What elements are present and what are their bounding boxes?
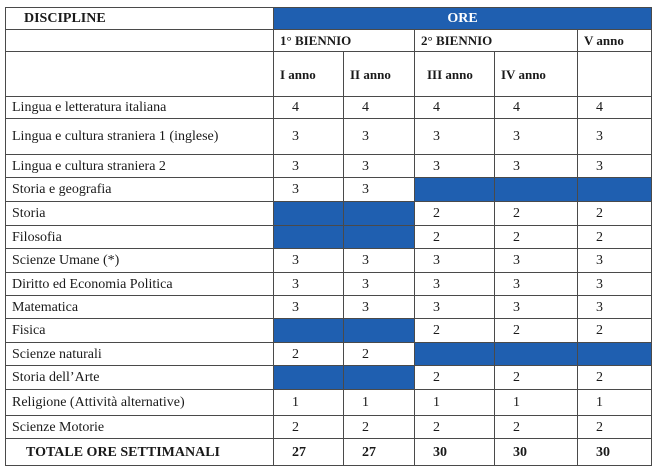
subject-name: Matematica xyxy=(6,296,274,319)
not-taught-cell xyxy=(415,178,495,202)
total-year-1: 27 xyxy=(274,439,344,466)
hours-cell: 3 xyxy=(578,155,652,178)
hours-cell: 4 xyxy=(344,97,415,119)
subject-name: Lingua e cultura straniera 2 xyxy=(6,155,274,178)
hours-cell: 3 xyxy=(344,119,415,155)
hours-cell: 1 xyxy=(344,390,415,416)
hours-cell: 2 xyxy=(415,226,495,249)
subject-name: Storia dell’Arte xyxy=(6,366,274,390)
not-taught-cell xyxy=(344,366,415,390)
not-taught-cell xyxy=(495,178,578,202)
table-row xyxy=(6,202,652,226)
subject-name: Fisica xyxy=(6,319,274,343)
table-row xyxy=(6,366,652,390)
hours-cell: 2 xyxy=(344,343,415,366)
subject-rows xyxy=(6,97,652,439)
table-row xyxy=(6,296,652,319)
table-row xyxy=(6,178,652,202)
hours-cell: 2 xyxy=(274,416,344,439)
hours-cell: 3 xyxy=(415,249,495,273)
hours-cell: 3 xyxy=(495,296,578,319)
not-taught-cell xyxy=(274,366,344,390)
hours-cell: 3 xyxy=(495,249,578,273)
total-year-4: 30 xyxy=(495,439,578,466)
hours-cell: 1 xyxy=(495,390,578,416)
hours-cell: 3 xyxy=(578,119,652,155)
hours-cell: 3 xyxy=(274,249,344,273)
hours-cell: 1 xyxy=(415,390,495,416)
hours-cell: 2 xyxy=(578,366,652,390)
hours-cell: 3 xyxy=(344,273,415,296)
hours-cell: 3 xyxy=(578,273,652,296)
hours-cell: 3 xyxy=(495,155,578,178)
table-row xyxy=(6,319,652,343)
hours-header: ORE xyxy=(274,8,652,30)
hours-cell: 2 xyxy=(274,343,344,366)
not-taught-cell xyxy=(344,319,415,343)
table-row xyxy=(6,273,652,296)
year-1-header: I anno xyxy=(274,52,344,97)
not-taught-cell xyxy=(578,343,652,366)
hours-cell: 4 xyxy=(274,97,344,119)
hours-cell: 3 xyxy=(274,273,344,296)
not-taught-cell xyxy=(274,226,344,249)
hours-cell: 2 xyxy=(578,319,652,343)
hours-cell: 3 xyxy=(344,296,415,319)
hours-cell: 2 xyxy=(415,416,495,439)
not-taught-cell xyxy=(495,343,578,366)
subject-name: Scienze naturali xyxy=(6,343,274,366)
table-row xyxy=(6,119,652,155)
table-row xyxy=(6,97,652,119)
hours-cell: 2 xyxy=(495,416,578,439)
hours-cell: 1 xyxy=(578,390,652,416)
group-fifth-year: V anno xyxy=(578,30,652,52)
total-year-3: 30 xyxy=(415,439,495,466)
hours-cell: 2 xyxy=(415,202,495,226)
hours-cell: 2 xyxy=(415,319,495,343)
hours-cell: 3 xyxy=(415,119,495,155)
subject-name: Storia e geografia xyxy=(6,178,274,202)
table-row xyxy=(6,343,652,366)
year-3-header: III anno xyxy=(415,52,495,97)
hours-cell: 3 xyxy=(274,119,344,155)
table-row xyxy=(6,249,652,273)
hours-cell: 3 xyxy=(495,119,578,155)
hours-cell: 3 xyxy=(415,273,495,296)
hours-cell: 3 xyxy=(344,249,415,273)
hours-cell: 3 xyxy=(415,296,495,319)
subject-name: Lingua e cultura straniera 1 (inglese) xyxy=(6,119,274,155)
total-year-5: 30 xyxy=(578,439,652,466)
hours-cell: 2 xyxy=(495,366,578,390)
hours-table xyxy=(5,7,652,466)
hours-cell: 1 xyxy=(274,390,344,416)
disciplines-header: DISCIPLINE xyxy=(6,8,274,30)
year-4-header: IV anno xyxy=(495,52,578,97)
hours-cell: 2 xyxy=(578,202,652,226)
subject-name: Religione (Attività alternative) xyxy=(6,390,274,416)
total-year-2: 27 xyxy=(344,439,415,466)
hours-cell: 2 xyxy=(495,202,578,226)
hours-cell: 2 xyxy=(495,319,578,343)
hours-cell: 3 xyxy=(578,249,652,273)
subject-name: Storia xyxy=(6,202,274,226)
hours-cell: 2 xyxy=(495,226,578,249)
hours-cell: 3 xyxy=(415,155,495,178)
year-5-header-spacer xyxy=(578,52,652,97)
hours-cell: 2 xyxy=(578,226,652,249)
total-label: TOTALE ORE SETTIMANALI xyxy=(6,439,274,466)
hours-cell: 3 xyxy=(344,155,415,178)
hours-cell: 3 xyxy=(274,296,344,319)
not-taught-cell xyxy=(274,202,344,226)
subject-name: Scienze Motorie xyxy=(6,416,274,439)
subject-name: Scienze Umane (*) xyxy=(6,249,274,273)
subject-name: Lingua e letteratura italiana xyxy=(6,97,274,119)
subject-name: Diritto ed Economia Politica xyxy=(6,273,274,296)
hours-cell: 4 xyxy=(495,97,578,119)
table-row xyxy=(6,390,652,416)
hours-cell: 4 xyxy=(415,97,495,119)
hours-cell: 3 xyxy=(495,273,578,296)
not-taught-cell xyxy=(274,319,344,343)
year-2-header: II anno xyxy=(344,52,415,97)
hours-cell: 3 xyxy=(274,155,344,178)
subject-name: Filosofia xyxy=(6,226,274,249)
not-taught-cell xyxy=(578,178,652,202)
table-row xyxy=(6,155,652,178)
table-row xyxy=(6,226,652,249)
table-row xyxy=(6,416,652,439)
header-spacer xyxy=(6,30,274,52)
not-taught-cell xyxy=(415,343,495,366)
group-second-biennium: 2° BIENNIO xyxy=(415,30,578,52)
hours-cell: 2 xyxy=(415,366,495,390)
hours-cell: 3 xyxy=(344,178,415,202)
not-taught-cell xyxy=(344,226,415,249)
hours-cell: 4 xyxy=(578,97,652,119)
hours-cell: 2 xyxy=(344,416,415,439)
header-spacer xyxy=(6,52,274,97)
not-taught-cell xyxy=(344,202,415,226)
hours-cell: 2 xyxy=(578,416,652,439)
hours-cell: 3 xyxy=(578,296,652,319)
group-first-biennium: 1° BIENNIO xyxy=(274,30,415,52)
hours-cell: 3 xyxy=(274,178,344,202)
